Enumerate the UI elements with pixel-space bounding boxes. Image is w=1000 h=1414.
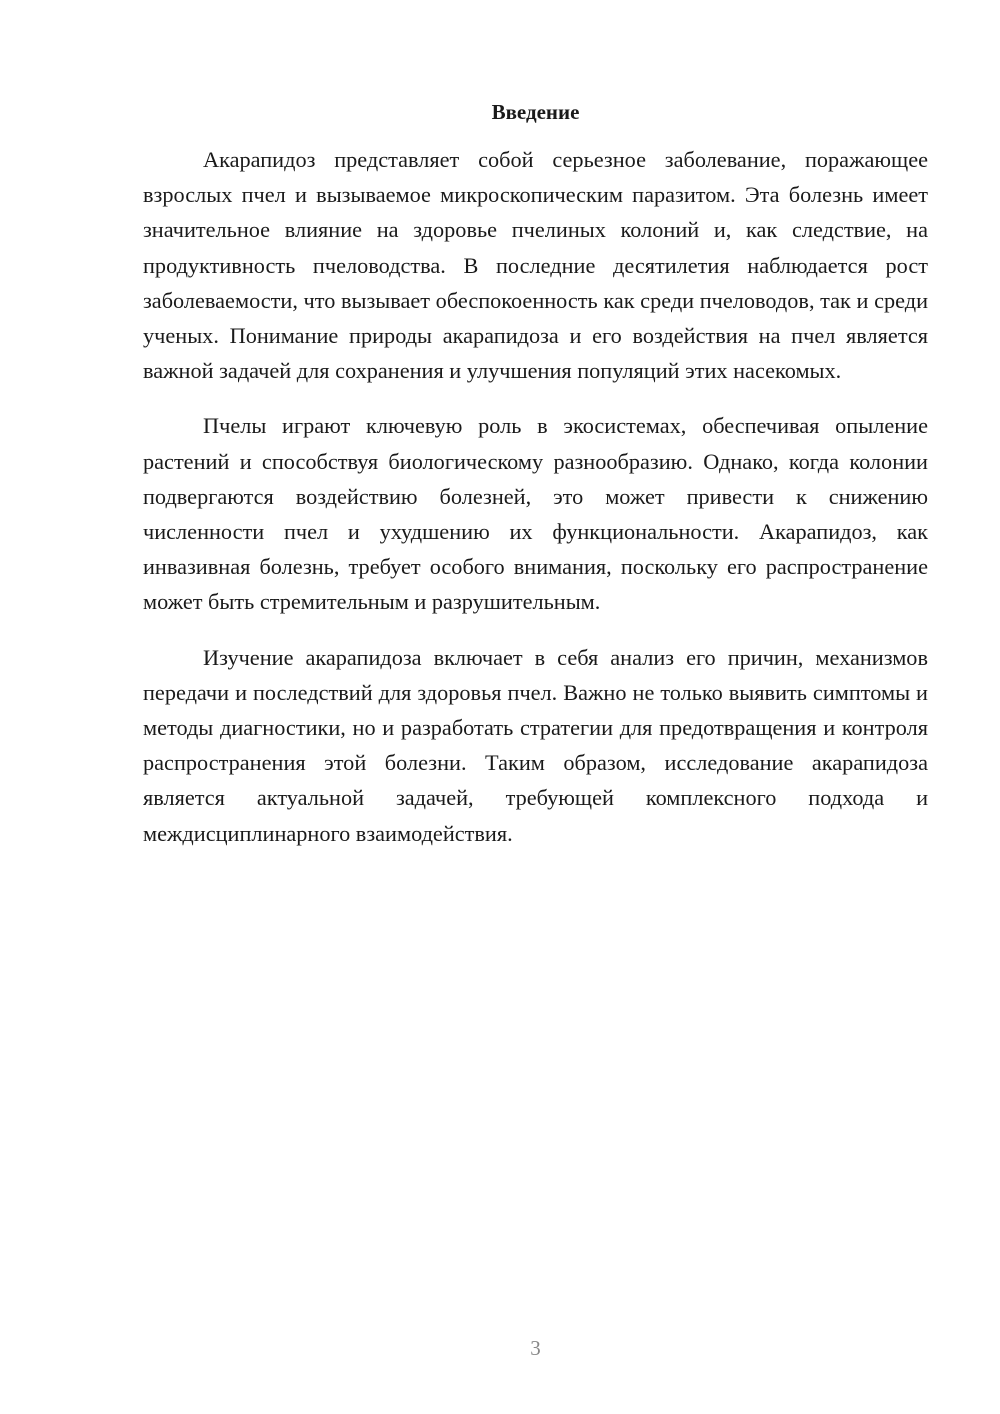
- paragraph-3: Изучение акарапидоза включает в себя анализ его причин, механизмов передачи и последствий для здоровья пчел. Важно не только выявить симптомы и методы диагностики, но и разработать стратегии для предотвращения и контроля распространения этой болезни. Таким образом, исследование акарапидоза является актуальной задачей, требующей комплексного подхода и междисциплинарного взаимодействия.: [143, 644, 928, 846]
- page-number: 3: [530, 1336, 541, 1360]
- body-text: [143, 142, 928, 871]
- section-title: Введение: [491, 100, 580, 124]
- paragraph-1: Акарапидоз представляет собой серьезное заболевание, поражающее взрослых пчел и вызываемое микроскопическим паразитом. Эта болезнь имеет значительное влияние на здоровье пчелиных колоний и, как следствие, на продуктивность пчеловодства. В последние десятилетия наблюдается рост заболеваемости, что вызывает обеспокоенность как среди пчеловодов, так и среди ученых. Понимание природы акарапидоза и его воздействия на пчел является важной задачей для сохранения и улучшения популяций этих насекомых.: [143, 147, 928, 384]
- document-page: [143, 0, 928, 1414]
- paragraph-2: Пчелы играют ключевую роль в экосистемах, обеспечивая опыление растений и способствуя биологическому разнообразию. Однако, когда колонии подвергаются воздействию болезней, это может привести к снижению численности пчел и ухудшению их функциональности. Акарапидоз, как инвазивная болезнь, требует особого внимания, поскольку его распространение может быть стремительным и разрушительным.: [143, 413, 928, 615]
